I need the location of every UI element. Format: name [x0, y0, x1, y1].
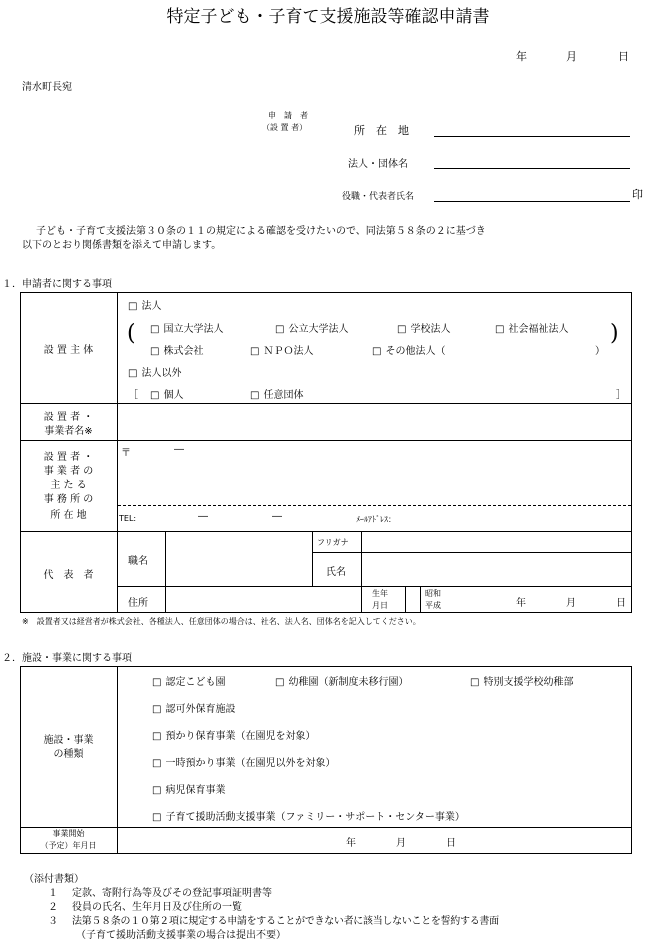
intro-line-2: 以下のとおり関係書類を添えて申請します。	[22, 240, 222, 251]
option-individual[interactable]: □ 個人	[150, 386, 183, 401]
type-sick-child-care[interactable]: □ 病児保育事業	[152, 781, 225, 796]
attachment-note-3: （子育て援助活動支援事業の場合は提出不要）	[76, 930, 286, 941]
bracket-close: ］	[616, 390, 626, 401]
representative-field[interactable]	[434, 201, 630, 202]
era-heisei: 平成	[425, 601, 441, 610]
rep-section-label: 代 表 者	[43, 570, 94, 581]
tel-label: TEL:	[119, 514, 137, 523]
postal-dash: ―	[174, 444, 184, 455]
birth-day-label: 日	[616, 598, 626, 609]
furigana-label: フリガナ	[317, 538, 349, 547]
open-paren-left: (	[127, 321, 136, 346]
corp-name-label: 法人・団体名	[348, 159, 408, 170]
start-month-label: 月	[396, 838, 406, 849]
email-label: ﾒｰﾙｱﾄﾞﾚｽ：	[356, 515, 396, 524]
office-label-4: 事 務 所 の	[43, 494, 94, 505]
start-day-label: 日	[446, 838, 456, 849]
attachment-text-3: 法第５８条の１０第２項に規定する申請をすることができない者に該当しないことを誓約する書面	[72, 916, 499, 927]
attachment-text-1: 定款、寄附行為等及びその登記事項証明書等	[72, 888, 272, 899]
applicant-label: 申 請 者	[268, 111, 308, 120]
option-public-univ[interactable]: □ 公立大学法人	[275, 320, 348, 335]
bracket-open: ［	[128, 390, 138, 401]
start-date-label-2: （予定）年月日	[40, 841, 97, 850]
office-label-5: 所 在 地	[50, 510, 87, 521]
page-title: 特定子ども・子育て支援施設等確認申請書	[166, 7, 490, 27]
era-showa: 昭和	[425, 589, 441, 598]
attachment-num-2: ２	[48, 902, 58, 913]
type-kindergarten[interactable]: □ 幼稚園（新制度未移行園）	[275, 673, 408, 688]
corp-name-field[interactable]	[434, 168, 630, 169]
office-label-3: 主 た る	[50, 480, 87, 491]
option-social-welfare[interactable]: □ 社会福祉法人	[495, 320, 568, 335]
facility-type-label-1: 施設・事業	[43, 735, 94, 746]
option-voluntary-group[interactable]: □ 任意団体	[250, 386, 303, 401]
name-label: 氏名	[326, 567, 346, 578]
postal-mark: 〒	[121, 448, 131, 459]
birth-label-2: 月日	[372, 601, 388, 610]
option-national-univ[interactable]: □ 国立大学法人	[150, 320, 223, 335]
representative-label: 役職・代表者氏名	[342, 192, 415, 202]
facility-type-label-2: の種類	[53, 749, 84, 760]
intro-line-1: 子ども・子育て支援法第３０条の１１の規定による確認を受けたいので、同法第５８条の２に基づき	[36, 226, 486, 237]
type-extended-care[interactable]: □ 預かり保育事業（在園児を対象）	[152, 727, 315, 742]
addressee: 清水町長宛	[22, 82, 72, 93]
founder-name-label-1: 設 置 者 ・	[43, 412, 94, 423]
attachments-heading: （添付書類）	[24, 874, 84, 885]
tel-dash-2: ―	[272, 511, 282, 522]
close-paren-right: )	[610, 321, 619, 346]
position-label: 職名	[128, 556, 148, 567]
attachment-text-2: 役員の氏名、生年月日及び住所の一覧	[72, 902, 242, 913]
corp-checkbox[interactable]: □ 法人	[128, 297, 161, 312]
option-school-corp[interactable]: □ 学校法人	[397, 320, 450, 335]
attachment-num-3: ３	[48, 916, 58, 927]
option-npo[interactable]: □ ＮＰＯ法人	[250, 342, 313, 357]
office-label-1: 設 置 者 ・	[43, 452, 94, 463]
type-family-support[interactable]: □ 子育て援助活動支援事業（ファミリー・サポート・センター事業）	[152, 808, 465, 823]
start-year-label: 年	[346, 838, 356, 849]
type-special-support[interactable]: □ 特別支援学校幼稚部	[470, 673, 573, 688]
type-temporary-care[interactable]: □ 一時預かり事業（在園児以外を対象）	[152, 754, 335, 769]
other-corp-close-paren: ）	[595, 346, 605, 357]
office-label-2: 事 業 者 の	[43, 466, 94, 477]
tel-dash-1: ―	[198, 511, 208, 522]
attachment-num-1: １	[48, 888, 58, 899]
birth-year-label: 年	[516, 598, 526, 609]
founder-name-field[interactable]	[118, 404, 631, 440]
founder-name-label-2: 事業者名※	[44, 426, 93, 437]
option-kk[interactable]: □ 株式会社	[150, 342, 203, 357]
founder-note: ※ 設置者又は経営者が株式会社、各種法人、任意団体の場合は、社名、法人名、団体名を記入してください。	[22, 617, 421, 626]
founder-sub-label: （設 置 者）	[262, 123, 308, 132]
option-other-corp[interactable]: □ その他法人（	[372, 342, 445, 357]
non-corp-checkbox[interactable]: □ 法人以外	[128, 364, 181, 379]
address-label: 所 在 地	[354, 124, 409, 137]
start-date-label-1: 事業開始	[52, 829, 85, 838]
type-unlicensed-nursery[interactable]: □ 認可外保育施設	[152, 700, 235, 715]
birth-month-label: 月	[566, 598, 576, 609]
date-month-label: 月	[566, 50, 577, 63]
birth-label-1: 生年	[372, 589, 388, 598]
section2-heading: ２．施設・事業に関する事項	[2, 653, 132, 664]
date-day-label: 日	[618, 50, 629, 63]
section1-heading: １．申請者に関する事項	[2, 279, 112, 290]
rep-address-label: 住所	[128, 598, 148, 609]
type-kodomo-en[interactable]: □ 認定こども園	[152, 673, 225, 688]
seal-mark: 印	[632, 188, 643, 201]
founder-label: 設 置 主 体	[43, 345, 94, 356]
address-field[interactable]	[434, 136, 630, 137]
date-year-label: 年	[516, 50, 527, 63]
